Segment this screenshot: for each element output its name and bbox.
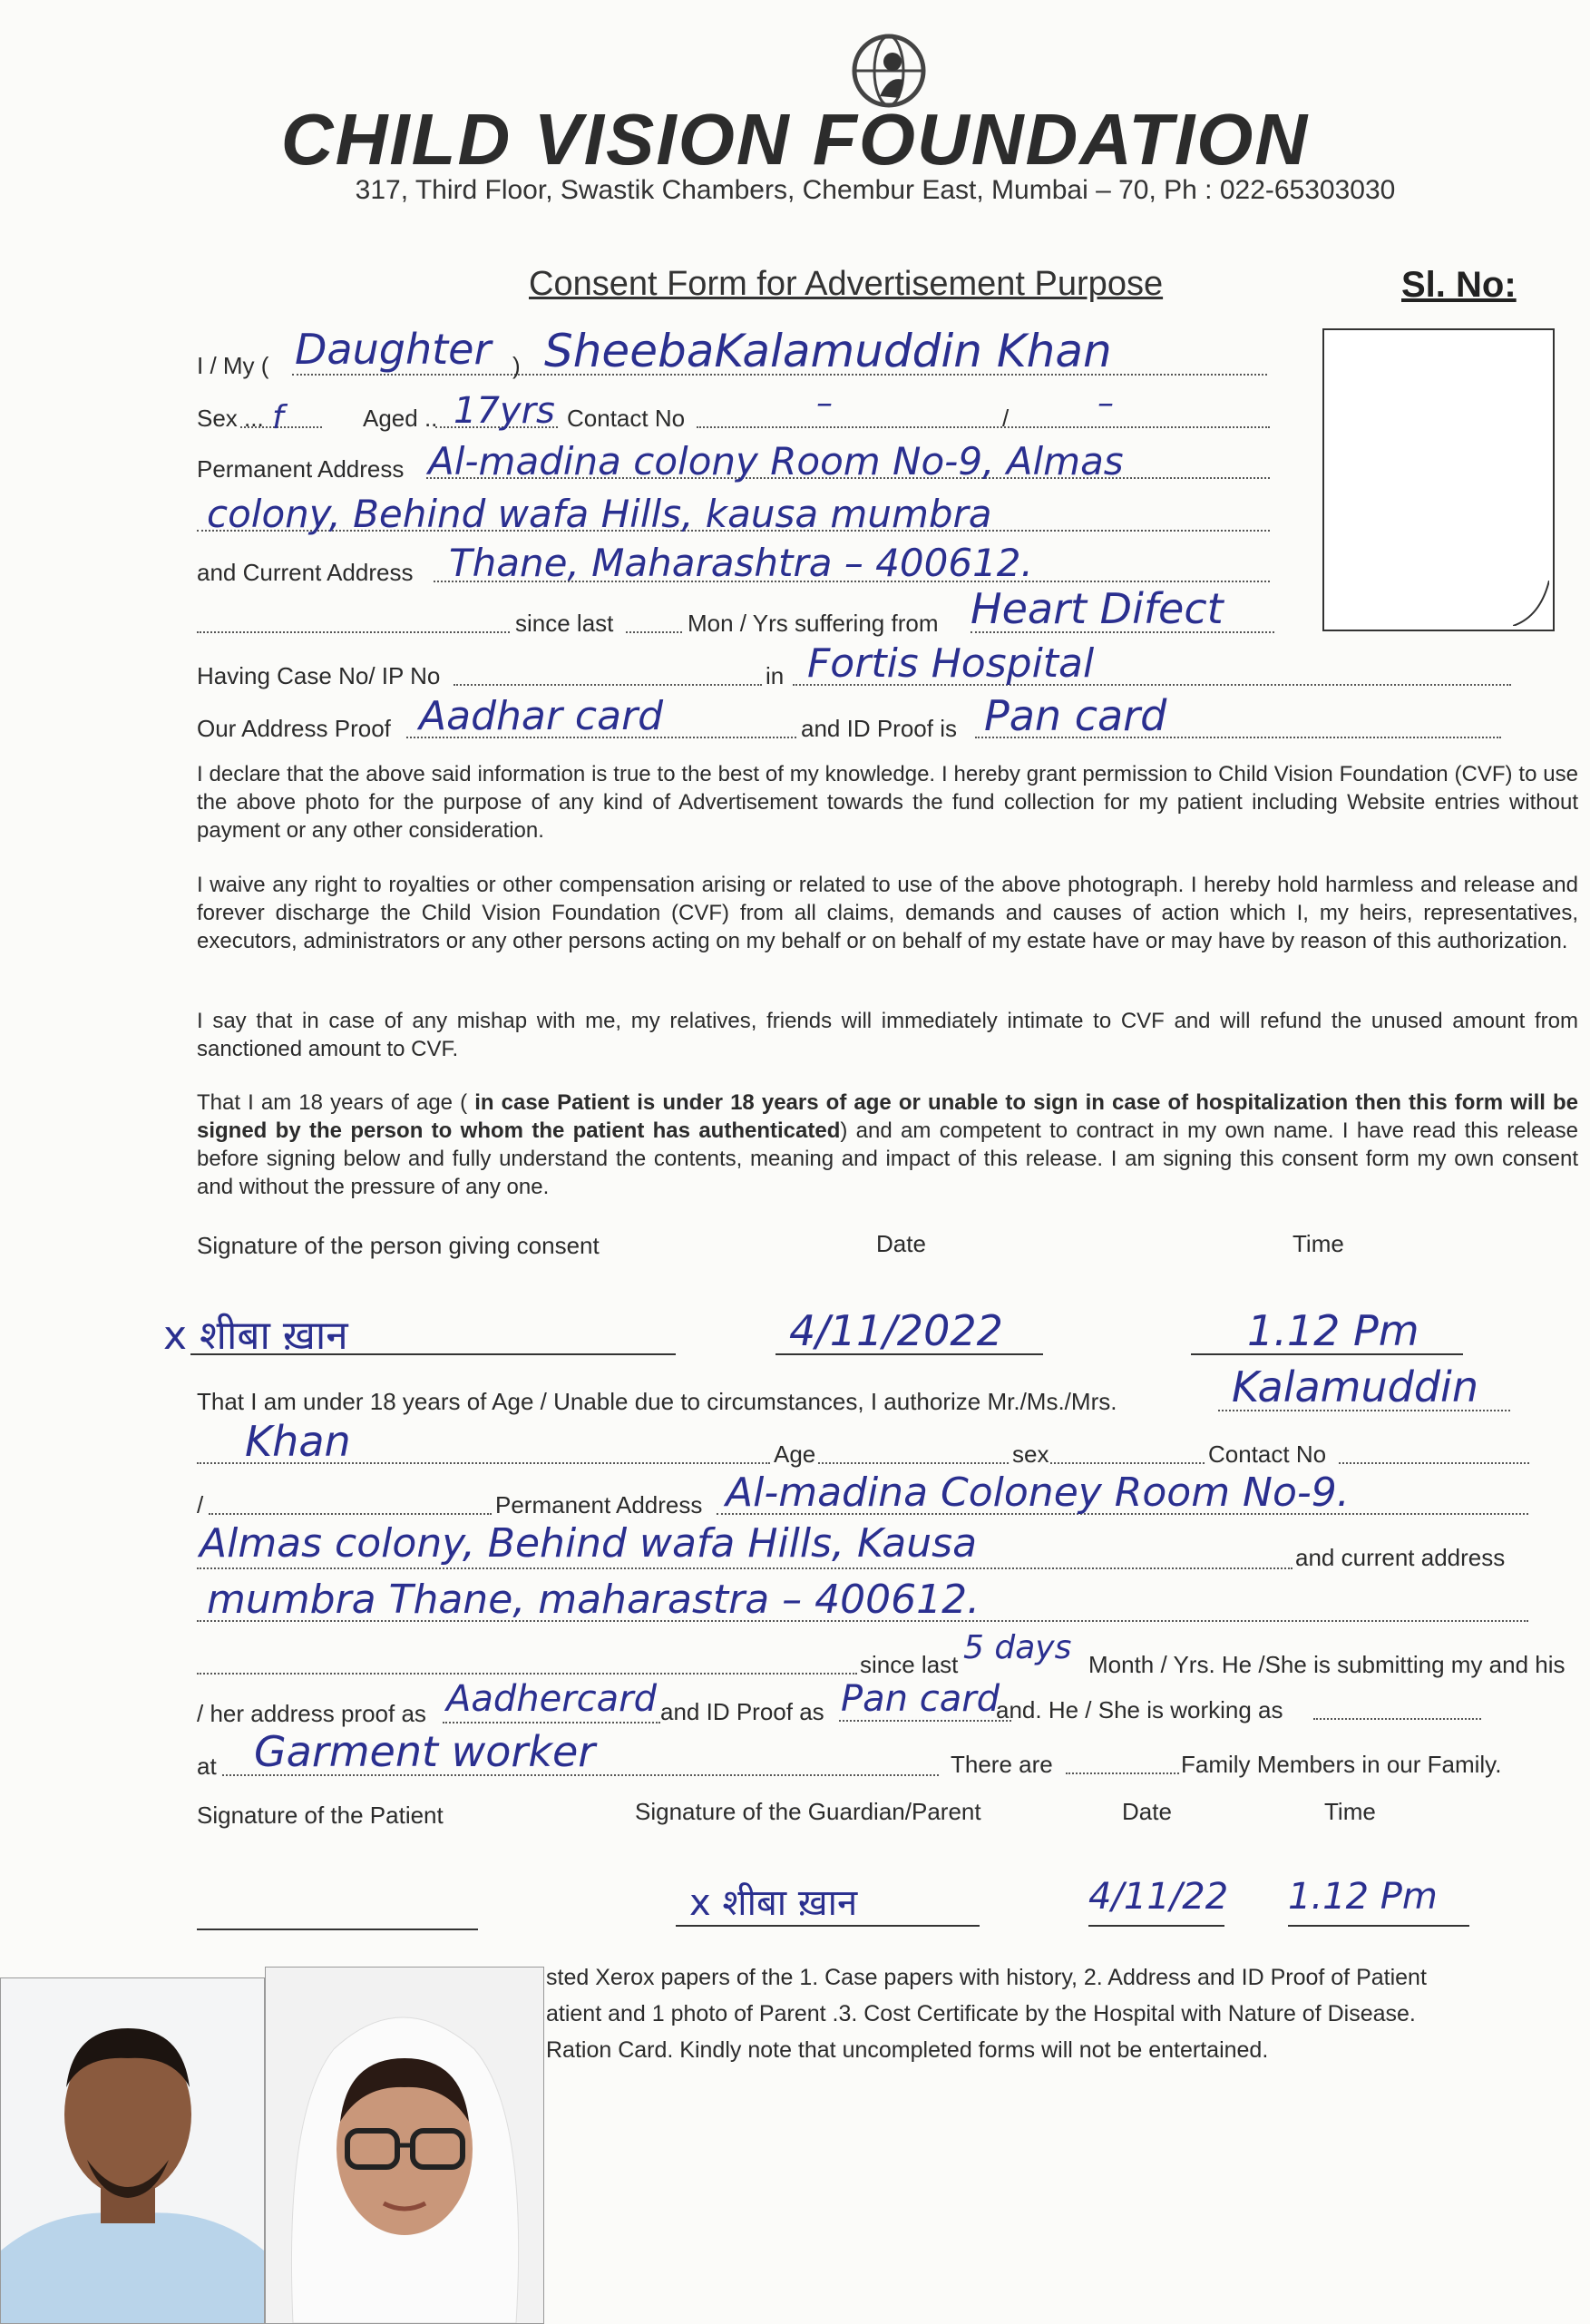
guardian-contact-line-2 <box>209 1513 492 1515</box>
guardian-age-label: Age <box>774 1440 816 1468</box>
sex-value: f <box>272 399 284 436</box>
address-proof-value: Aadhar card <box>419 693 664 739</box>
contact-value-2: – <box>1097 385 1114 422</box>
guardian-working-line <box>1313 1718 1481 1720</box>
guardian-address-value-3: mumbra Thane, maharastra – 400612. <box>207 1577 980 1623</box>
permanent-address-value-1: Al-madina colony Room No-9, Almas <box>428 439 1124 483</box>
i-my-label: I / My ( <box>197 352 269 379</box>
guardian-signature: x शीबा ख़ान <box>689 1882 858 1924</box>
family-members-label: Family Members in our Family. <box>1181 1751 1502 1778</box>
parent-photo-image <box>1 1978 264 2323</box>
p4-start: That I am 18 years of age ( <box>197 1090 468 1115</box>
declaration-paragraph-2: I waive any right to royalties or other compensation arising or related to use of the above photograph. I hereby hold harmless and release and forever discharge the Child Vision Foundation (CVF) from all claims, demands and causes of action which I, my heirs, representatives, executors, administrators or any other persons acting on my behalf or on behalf of my estate have or may have by reason of this authorization. <box>197 873 1578 953</box>
guardian-age-line <box>818 1462 1009 1464</box>
footer-line-1: sted Xerox papers of the 1. Case papers with history, 2. Address and ID Proof of Patient <box>546 1965 1427 1990</box>
there-are-label: There are <box>951 1751 1053 1778</box>
aged-label: Aged .. <box>363 405 438 432</box>
guardian-contact-slash: / <box>197 1491 204 1518</box>
contact-label: Contact No <box>567 405 686 432</box>
consent-signature: x शीबा ख़ान <box>163 1313 348 1359</box>
contact-slash: / <box>1002 405 1010 432</box>
guardian-id-proof-value: Pan card <box>841 1678 1000 1720</box>
footer-line-3: Ration Card. Kindly note that uncompleted forms will not be entertained. <box>546 2037 1269 2063</box>
guardian-address-value-1: Al-madina Coloney Room No-9. <box>726 1470 1350 1516</box>
foundation-address: 317, Third Floor, Swastik Chambers, Chembur East, Mumbai – 70, Ph : 022-65303030 <box>355 175 1396 205</box>
guardian-id-proof-line <box>839 1720 1011 1722</box>
case-no-label: Having Case No/ IP No <box>197 662 441 689</box>
authorize-label: That I am under 18 years of Age / Unable due to circumstances, I authorize Mr./Ms./Mrs. <box>197 1388 1117 1415</box>
case-no-line <box>454 684 762 686</box>
guardian-address-line-2 <box>197 1567 1292 1569</box>
permanent-address-value-2: colony, Behind wafa Hills, kausa mumbra <box>207 492 992 536</box>
mon-yrs-label: Mon / Yrs suffering from <box>688 610 939 637</box>
patient-signature-label: Signature of the Patient <box>197 1802 444 1829</box>
relation-value: Daughter <box>295 325 492 374</box>
page-curl-icon <box>1513 581 1549 626</box>
since-last-value-line <box>626 631 682 633</box>
guardian-signature-label: Signature of the Guardian/Parent <box>635 1798 981 1825</box>
patient-date-line <box>1088 1925 1224 1927</box>
guardian-contact-label: Contact No <box>1208 1440 1327 1468</box>
id-proof-label: and ID Proof is <box>801 715 957 742</box>
patient-time-label: Time <box>1324 1798 1376 1825</box>
p4-end: ) and am competent to contract in my own name. I have read this release before signing below and fully understand the contents, meaning and impact of this release. I am signing this consent form my own consent and without the pressure of any one. <box>197 1118 1579 1199</box>
guardian-address-proof-value: Aadhercard <box>446 1678 658 1720</box>
guardian-month-label: Month / Yrs. He /She is submitting my and his <box>1088 1651 1566 1678</box>
consent-date-value: 4/11/2022 <box>789 1306 1003 1355</box>
current-address-label: and Current Address <box>197 559 414 586</box>
declaration-paragraph-3: I say that in case of any mishap with me, my relatives, friends will immediately intimate to CVF and will refund the unused amount from sanctioned amount to CVF. <box>197 1009 1578 1061</box>
declaration-paragraph-1: I declare that the above said information is true to the best of my knowledge. I hereby grant permission to Child Vision Foundation (CVF) to use the above photo for the purpose of any kind of Advertisement towards the fund collection for my patient including Website entries without payment or any other consideration. <box>197 762 1578 843</box>
consent-time-value: 1.12 Pm <box>1247 1306 1419 1355</box>
id-proof-value: Pan card <box>984 691 1167 740</box>
guardian-contact-line <box>1339 1462 1529 1464</box>
guardian-current-address-label: and current address <box>1295 1544 1506 1571</box>
patient-date-value: 4/11/22 <box>1088 1876 1229 1918</box>
patient-time-line <box>1288 1925 1469 1927</box>
patient-name-value: SheebaKalamuddin Khan <box>544 325 1112 377</box>
guardian-at-label: at <box>197 1753 217 1780</box>
consent-time-label: Time <box>1292 1230 1344 1257</box>
current-address-value: Thane, Maharashtra – 400612. <box>449 541 1033 585</box>
guardian-permanent-address-label: Permanent Address <box>495 1491 703 1518</box>
foundation-name: CHILD VISION FOUNDATION <box>280 99 1310 180</box>
guardian-address-value-2: Almas colony, Behind wafa Hills, Kausa <box>200 1520 978 1567</box>
declaration-paragraph-4 <box>197 1089 1578 1201</box>
guardian-since-last-label: since last <box>860 1651 959 1678</box>
serial-number-label: Sl. No: <box>1401 265 1517 305</box>
consent-signature-label: Signature of the person giving consent <box>197 1232 600 1259</box>
address-proof-label: Our Address Proof <box>197 715 391 742</box>
hospital-value: Fortis Hospital <box>807 640 1095 687</box>
guardian-since-value: 5 days <box>963 1629 1072 1666</box>
relation-close: ) <box>512 352 521 379</box>
since-last-line <box>197 631 510 633</box>
in-label: in <box>766 662 785 689</box>
patient-photo-image <box>266 1968 543 2323</box>
guardian-address-proof-line <box>443 1722 660 1723</box>
consent-date-label: Date <box>876 1230 926 1257</box>
guardian-sex-line <box>1050 1462 1205 1464</box>
age-value: 17yrs <box>454 390 555 432</box>
guardian-sex-label: sex <box>1012 1440 1049 1468</box>
form-title: Consent Form for Advertisement Purpose <box>529 265 1164 303</box>
patient-signature-line <box>197 1929 478 1930</box>
contact-value-1: – <box>816 385 833 422</box>
since-last-label: since last <box>515 610 614 637</box>
family-count-line <box>1066 1772 1179 1774</box>
guardian-workplace-value: Garment worker <box>254 1727 596 1776</box>
patient-photo <box>265 1967 544 2324</box>
sex-label: Sex ... <box>197 405 264 432</box>
guardian-name-value-1: Kalamuddin <box>1232 1362 1478 1411</box>
parent-photo <box>0 1977 265 2324</box>
guardian-since-line <box>197 1673 857 1675</box>
patient-time-value: 1.12 Pm <box>1288 1876 1438 1918</box>
suffering-value: Heart Difect <box>971 584 1224 633</box>
contact-line <box>697 426 1270 428</box>
p4-bold: in case Patient is under 18 years of age or unable to sign in case of hospitalization then this form will be signed by the person to whom the patient has authenticated <box>197 1090 1579 1143</box>
patient-date-label: Date <box>1122 1798 1172 1825</box>
footer-line-2: atient and 1 photo of Parent .3. Cost Certificate by the Hospital with Nature of Disease. <box>546 2001 1416 2026</box>
guardian-name-value-2: Khan <box>245 1417 351 1466</box>
guardian-working-label: and. He / She is working as <box>996 1696 1283 1723</box>
guardian-address-proof-label: / her address proof as <box>197 1700 426 1727</box>
permanent-address-label: Permanent Address <box>197 455 405 483</box>
guardian-id-proof-label: and ID Proof as <box>660 1698 824 1725</box>
